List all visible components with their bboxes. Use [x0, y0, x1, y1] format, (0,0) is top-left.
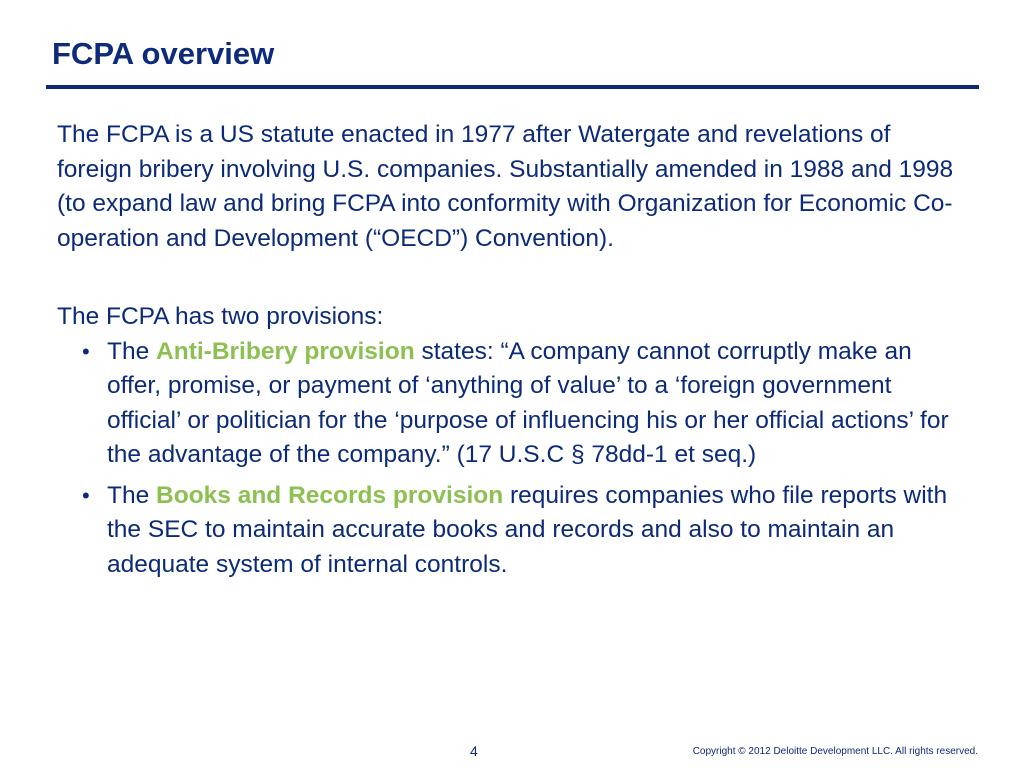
page-number: 4 [470, 743, 478, 759]
bullet-dot-icon: • [82, 338, 90, 364]
slide-body [57, 118, 957, 588]
bullet-dot-icon: • [82, 482, 90, 508]
bullet-prefix: The [107, 337, 157, 365]
bullet-prefix: The [107, 481, 157, 509]
copyright-notice: Copyright © 2012 Deloitte Development LLC. All rights reserved. [692, 746, 978, 757]
provisions-list [57, 335, 957, 583]
paragraph-spacer [57, 256, 957, 300]
anti-bribery-highlight: Anti-Bribery provision [156, 337, 415, 365]
title-divider [46, 85, 979, 89]
books-records-highlight: Books and Records provision [156, 481, 504, 509]
provisions-heading: The FCPA has two provisions: [57, 303, 384, 330]
bullet-books-records [57, 479, 957, 583]
intro-paragraph: The FCPA is a US statute enacted in 1977 after Watergate and revelations of foreign bribery involving U.S. companies. Substantially amended in 1988 and 1998 (to expand law and bring FCPA into conformity with Organization for Economic Co-operation and Development (“OECD”) Convention). [57, 121, 954, 252]
bullet-text: states: “A company cannot corruptly make an offer, promise, or payment of ‘anything of value’ to a ‘foreign government official’ or politician for the ‘purpose of influencing his or her official actions’ for the advantage of the company.” (17 U.S.C § 78dd-1 et seq.) [107, 337, 949, 468]
bullet-text: requires companies who file reports with the SEC to maintain accurate books and records and also to maintain an adequate system of internal controls. [107, 481, 948, 578]
bullet-anti-bribery [57, 335, 957, 473]
slide-title: FCPA overview [52, 36, 275, 71]
